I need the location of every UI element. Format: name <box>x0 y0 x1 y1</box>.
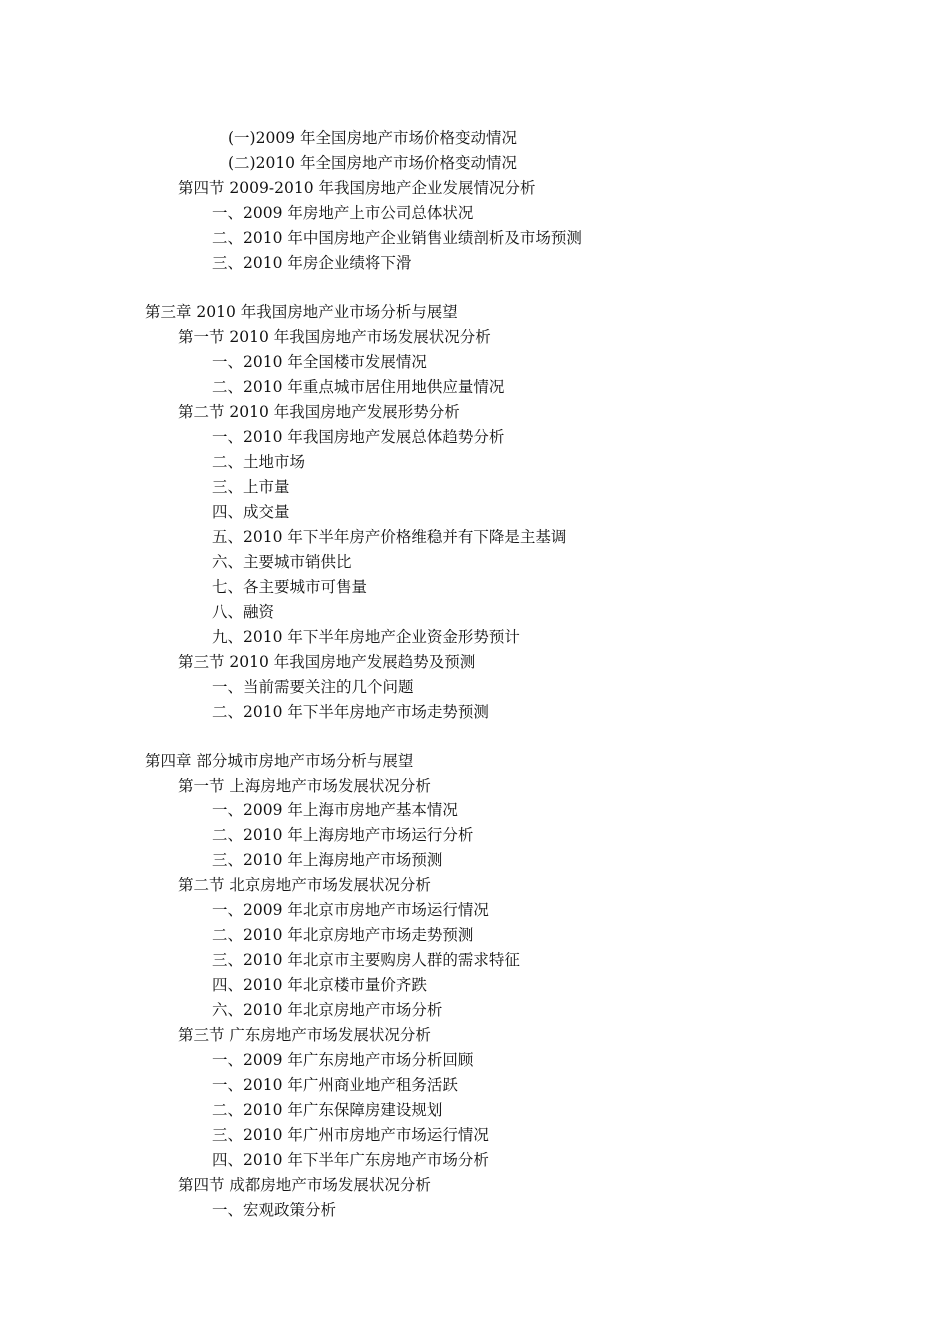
toc-item: 一、2009 年上海市房地产基本情况 <box>212 801 458 819</box>
toc-item: 四、2010 年下半年广东房地产市场分析 <box>212 1151 489 1169</box>
toc-item: 一、2009 年房地产上市公司总体状况 <box>212 204 474 222</box>
toc-section: 第三节 广东房地产市场发展状况分析 <box>178 1026 431 1044</box>
toc-section: 第四节 2009-2010 年我国房地产企业发展情况分析 <box>178 179 536 197</box>
toc-section: 第二节 2010 年我国房地产发展形势分析 <box>178 403 460 421</box>
toc-section: 第三节 2010 年我国房地产发展趋势及预测 <box>178 653 476 671</box>
toc-item: 一、当前需要关注的几个问题 <box>212 678 414 696</box>
toc-chapter: 第四章 部分城市房地产市场分析与展望 <box>145 752 414 770</box>
toc-item: 一、2009 年广东房地产市场分析回顾 <box>212 1051 474 1069</box>
toc-item: 一、2009 年北京市房地产市场运行情况 <box>212 901 489 919</box>
toc-item: 二、2010 年北京房地产市场走势预测 <box>212 926 474 944</box>
toc-item: 六、2010 年北京房地产市场分析 <box>212 1001 443 1019</box>
toc-item: 三、2010 年北京市主要购房人群的需求特征 <box>212 951 520 969</box>
toc-item: 六、主要城市销供比 <box>212 553 352 571</box>
toc-section: 第二节 北京房地产市场发展状况分析 <box>178 876 431 894</box>
toc-item: 三、2010 年上海房地产市场预测 <box>212 851 443 869</box>
toc-item: 四、成交量 <box>212 503 290 521</box>
toc-item: 一、宏观政策分析 <box>212 1201 337 1219</box>
toc-item: 四、2010 年北京楼市量价齐跌 <box>212 976 427 994</box>
toc-chapter: 第三章 2010 年我国房地产业市场分析与展望 <box>145 303 458 321</box>
toc-item: 二、2010 年上海房地产市场运行分析 <box>212 826 474 844</box>
toc-item: 七、各主要城市可售量 <box>212 578 368 596</box>
toc-item: 八、融资 <box>212 603 275 621</box>
toc-item: 五、2010 年下半年房产价格维稳并有下降是主基调 <box>212 528 567 546</box>
toc-item: 二、2010 年下半年房地产市场走势预测 <box>212 703 489 721</box>
toc-subitem: (二)2010 年全国房地产市场价格变动情况 <box>228 154 517 172</box>
toc-item: 三、2010 年广州市房地产市场运行情况 <box>212 1126 489 1144</box>
toc-section: 第一节 上海房地产市场发展状况分析 <box>178 777 431 795</box>
toc-item: 二、2010 年重点城市居住用地供应量情况 <box>212 378 505 396</box>
toc-section: 第一节 2010 年我国房地产市场发展状况分析 <box>178 328 491 346</box>
toc-item: 一、2010 年全国楼市发展情况 <box>212 353 427 371</box>
toc-item: 一、2010 年广州商业地产租务活跃 <box>212 1076 458 1094</box>
toc-item: 三、上市量 <box>212 478 290 496</box>
toc-item: 九、2010 年下半年房地产企业资金形势预计 <box>212 628 520 646</box>
toc-item: 二、2010 年中国房地产企业销售业绩剖析及市场预测 <box>212 229 582 247</box>
toc-item: 二、2010 年广东保障房建设规划 <box>212 1101 443 1119</box>
toc-item: 三、2010 年房企业绩将下滑 <box>212 254 412 272</box>
toc-section: 第四节 成都房地产市场发展状况分析 <box>178 1176 431 1194</box>
toc-subitem: (一)2009 年全国房地产市场价格变动情况 <box>228 129 517 147</box>
toc-item: 一、2010 年我国房地产发展总体趋势分析 <box>212 428 505 446</box>
toc-item: 二、土地市场 <box>212 453 306 471</box>
